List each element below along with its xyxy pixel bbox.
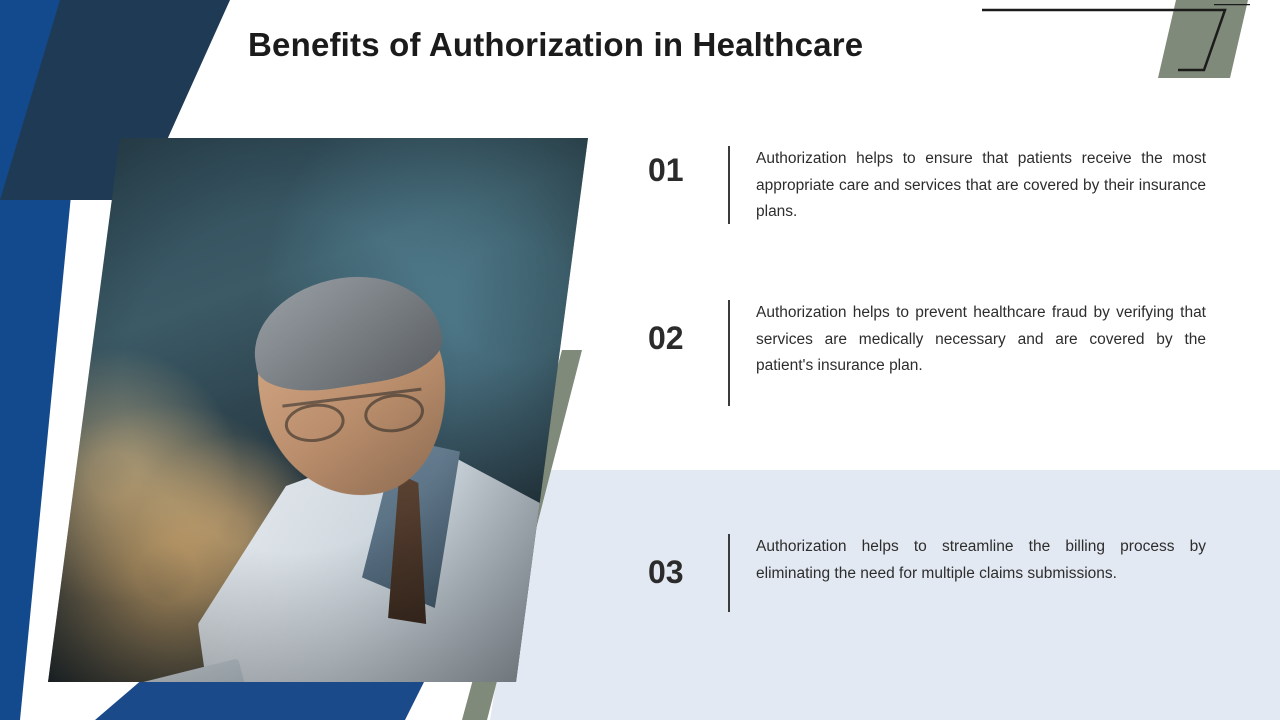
benefit-item-2 xyxy=(648,300,1206,406)
benefit-text-2: Authorization helps to prevent healthcare fraud by verifying that services are medically necessary and are covered by the patient's insurance plan. xyxy=(756,304,1206,375)
benefit-divider-3 xyxy=(728,534,730,612)
benefit-item-1 xyxy=(648,146,1206,224)
benefit-item-3 xyxy=(648,534,1206,612)
page-title: Benefits of Authorization in Healthcare xyxy=(248,26,864,63)
benefit-number-2: 02 xyxy=(648,320,684,356)
benefit-number-1: 01 xyxy=(648,152,684,188)
benefit-number-3: 03 xyxy=(648,554,684,590)
photo-vignette xyxy=(48,138,588,682)
benefit-text-1: Authorization helps to ensure that patients receive the most appropriate care and services that are covered by their insurance plans. xyxy=(756,150,1206,221)
benefit-text-3: Authorization helps to streamline the billing process by eliminating the need for multiple claims submissions. xyxy=(756,538,1206,582)
doctor-photo xyxy=(48,138,588,682)
decor-corner-outline xyxy=(982,4,1250,74)
benefit-divider-1 xyxy=(728,146,730,224)
benefit-divider-2 xyxy=(728,300,730,406)
